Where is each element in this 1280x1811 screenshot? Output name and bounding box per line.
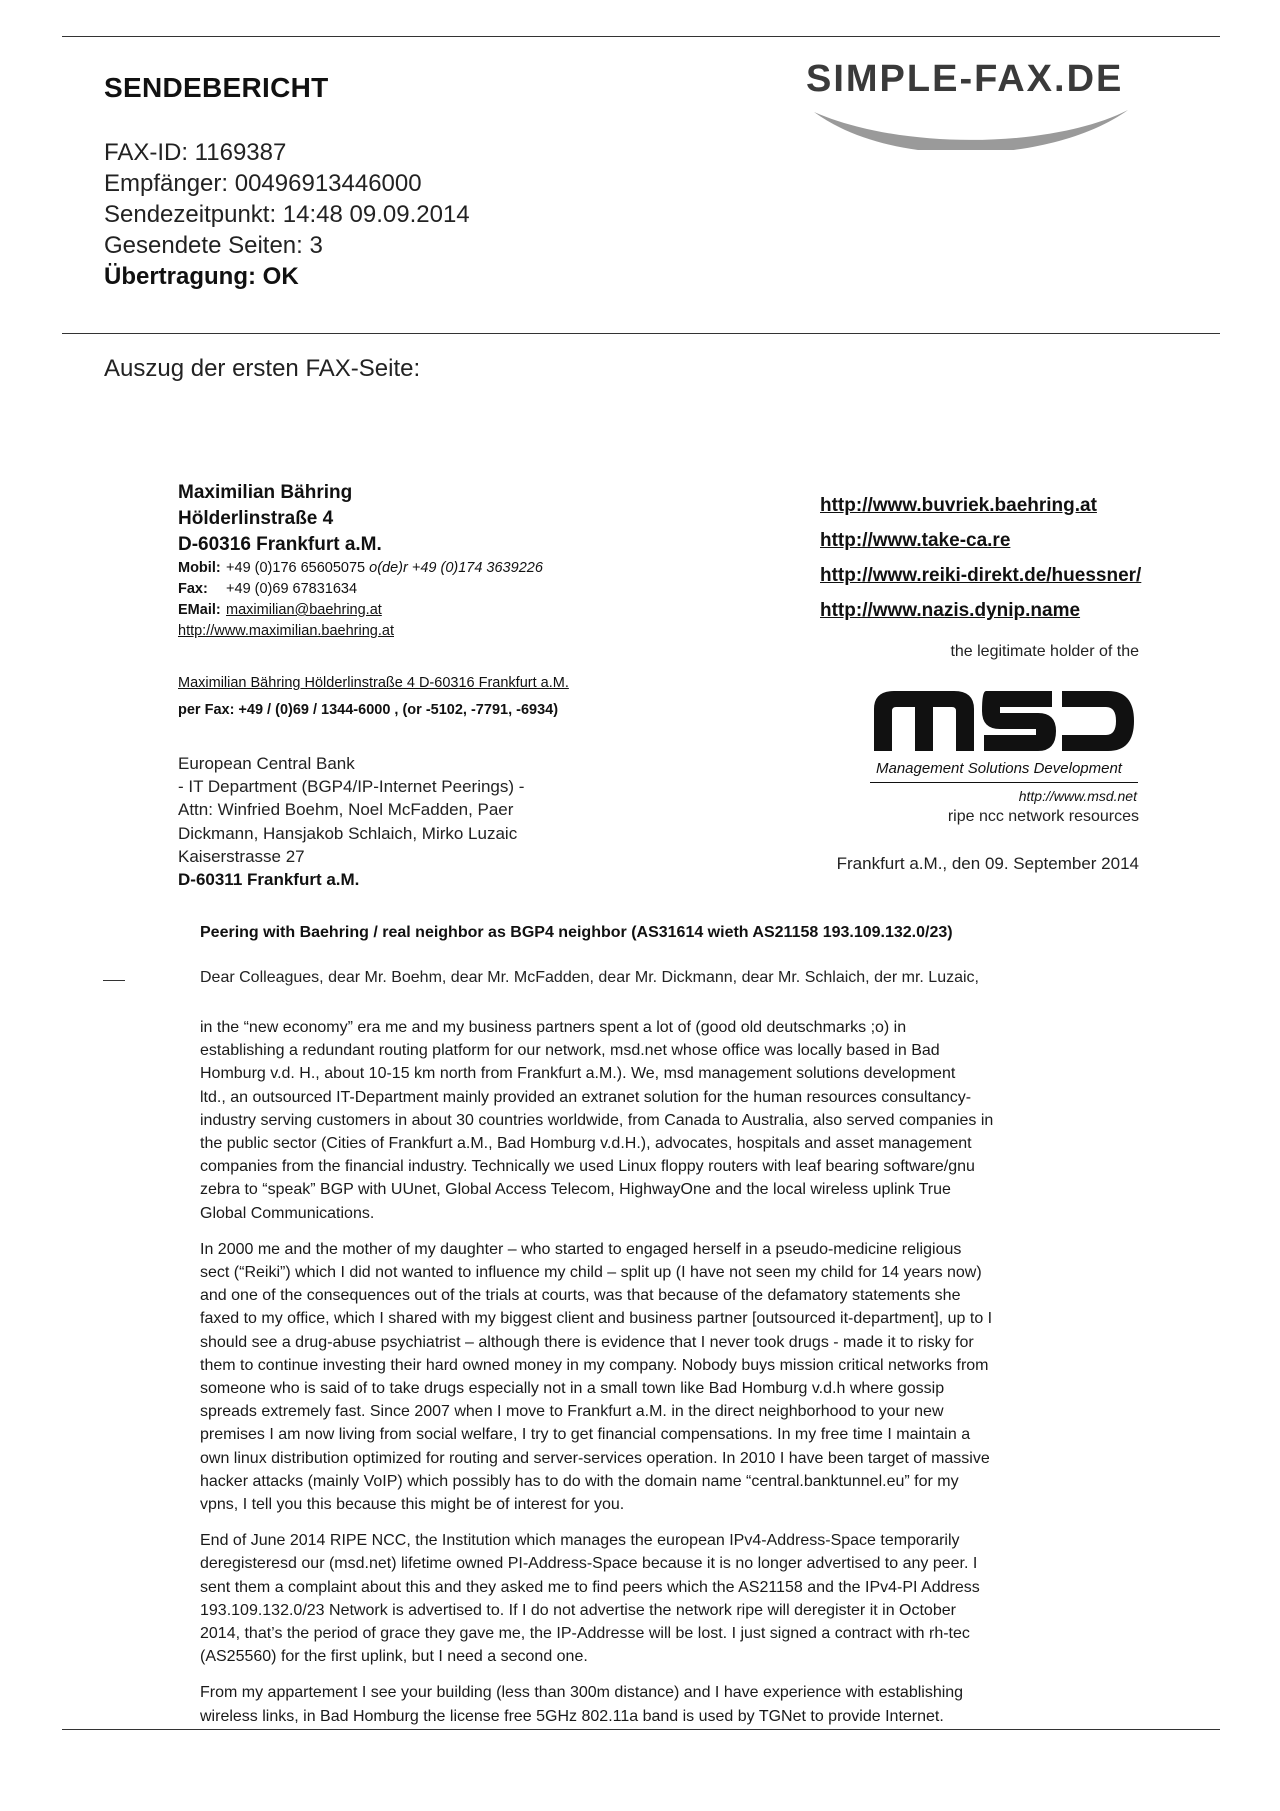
fax-value: +49 (0)69 67831634 [226, 581, 358, 597]
body-line: premises I am now living from social welfare, I try to get financial compensations. In my free time I maintain a [200, 1426, 971, 1444]
dateline: Frankfurt a.M., den 09. September 2014 [836, 854, 1139, 873]
report-title: SENDEBERICHT [104, 72, 329, 103]
body-line: sent them a complaint about this and they asked me to find peers which the AS21158 and the IPv4-PI Address [200, 1578, 980, 1596]
email-link[interactable]: maximilian@baehring.at [226, 602, 382, 618]
body-line: 193.109.132.0/23 Network is advertised to. If I do not advertise the network ripe will deregister it in October [200, 1601, 956, 1619]
body-line: 2014, that’s the period of grace they gave me, the IP-Addresse will be lost. I just signed a contract with rh-tec [200, 1625, 970, 1643]
paragraph-2 [200, 1238, 1130, 1516]
body-line: From my appartement I see your building (less than 300m distance) and I have experience with establishing [200, 1684, 964, 1702]
body-line: In 2000 me and the mother of my daughter – who started to engaged herself in a pseudo-medicine religious [200, 1240, 962, 1258]
recipient-line: Attn: Winfried Boehm, Noel McFadden, Paer [178, 800, 514, 820]
pages-sent: Gesendete Seiten: 3 [104, 232, 323, 259]
body-line: should see a drug-abuse psychiatrist – although there is evidence that I never took drugs - made it to risky for [200, 1333, 974, 1351]
body-line: establishing a redundant routing platform for our network, msd.net whose office was locally based in Bad [200, 1042, 940, 1060]
link-nazis-dynip[interactable]: http://www.nazis.dynip.name [820, 600, 1081, 621]
transmission-status: Übertragung: OK [104, 263, 299, 290]
sender-email [178, 600, 543, 621]
body-line: Global Communications. [200, 1204, 375, 1222]
recipient-block [178, 752, 524, 891]
sender-fax [178, 579, 543, 600]
body-line: sect (“Reiki”) which I did not wanted to influence my child – split up (I have not seen my child for 14 years now) [200, 1264, 982, 1282]
report-details [104, 137, 470, 292]
sender-street: Hölderlinstraße 4 [178, 508, 334, 529]
email-label: EMail: [178, 602, 221, 618]
body-line: them to continue investing their hard owned money in my company. Nobody buys mission critical networks from [200, 1356, 989, 1374]
paragraph-4 [200, 1681, 1130, 1727]
simple-fax-logo [806, 52, 1226, 150]
mobile-label: Mobil: [178, 560, 221, 576]
body-line: wireless links, in Bad Homburg the license free 5GHz 802.11a band is used by TGNet to provide Internet. [200, 1707, 944, 1725]
body-line: End of June 2014 RIPE NCC, the Institution which manages the european IPv4-Address-Space temporarily [200, 1532, 960, 1550]
body-line: the public sector (Cities of Frankfurt a.M., Bad Homburg v.d.H.), advocates, hospitals and asset management [200, 1135, 972, 1153]
salutation: Dear Colleagues, dear Mr. Boehm, dear Mr. McFadden, dear Mr. Dickmann, dear Mr. Schlaich, der mr. Luzaic, [200, 969, 979, 986]
body-line: (AS25560) for the first uplink, but I need a second one. [200, 1648, 588, 1666]
sender-name: Maximilian Bähring [178, 482, 353, 503]
links-list [820, 488, 1141, 628]
bottom-rule [62, 1729, 1220, 1730]
sender-block [178, 480, 543, 642]
excerpt-title: Auszug der ersten FAX-Seite: [104, 355, 421, 382]
recipient-number: Empfänger: 00496913446000 [104, 170, 422, 197]
body-line: companies from the financial industry. Technically we used Linux floppy routers with leaf bearing software/gnu [200, 1158, 975, 1176]
paragraph-1 [200, 1016, 1130, 1225]
body-line: hacker attacks (mainly VoIP) which possibly has to do with the domain name “central.banktunnel.eu” for my [200, 1472, 959, 1490]
sender-website-link[interactable]: http://www.maximilian.baehring.at [178, 623, 394, 639]
body-line: Homburg v.d. H., about 10-15 km north from Frankfurt a.M.). We, msd management solutions development [200, 1065, 956, 1083]
paragraph-3 [200, 1529, 1130, 1668]
middle-rule [62, 333, 1220, 334]
subject-line: Peering with Baehring / real neighbor as BGP4 neighbor (AS31614 wieth AS21158 193.109.132.0/23) [200, 924, 953, 941]
letter-body [200, 1016, 1130, 1741]
recipient-line: Dickmann, Hansjakob Schlaich, Mirko Luzaic [178, 823, 518, 843]
body-line: someone who is said of to take drugs especially not in a small town like Bad Homburg v.d.h where gossip [200, 1380, 945, 1398]
recipient-line: Kaiserstrasse 27 [178, 846, 305, 866]
fax-id: FAX-ID: 1169387 [104, 139, 287, 166]
per-fax-line: per Fax: +49 / (0)69 / 1344-6000 , (or -5102, -7791, -6934) [178, 702, 559, 718]
body-line: ltd., an outsourced IT-Department mainly provided an extranet solution for the human resources consultancy- [200, 1088, 972, 1106]
msd-subtitle: Management Solutions Development [876, 760, 1122, 777]
body-line: spreads extremely fast. Since 2007 when I move to Frankfurt a.M. in the direct neighborhood to your new [200, 1403, 944, 1421]
body-line: industry serving customers in about 30 countries worldwide, from Canada to Australia, also served companies in [200, 1111, 994, 1129]
body-line: and one of the consequences out of the trials at courts, was that because of the defamatory statements she [200, 1287, 961, 1305]
body-line: vpns, I tell you this because this might be of interest for you. [200, 1496, 625, 1514]
body-line: faxed to my office, which I shared with my biggest client and business partner [outsourced it-department], up to I [200, 1310, 993, 1328]
msd-logo-icon [862, 681, 1140, 801]
ripe-text: ripe ncc network resources [947, 808, 1139, 825]
holder-text: the legitimate holder of the [950, 643, 1139, 660]
body-line: zebra to “speak” BGP with UUnet, Global Access Telecom, HighwayOne and the local wireless uplink True [200, 1181, 951, 1199]
mobile-value: +49 (0)176 65605075 [226, 560, 366, 576]
recipient-line: - IT Department (BGP4/IP-Internet Peerings) - [178, 777, 525, 797]
fax-label: Fax: [178, 581, 208, 597]
msd-underline [870, 782, 1138, 783]
send-time: Sendezeitpunkt: 14:48 09.09.2014 [104, 201, 470, 228]
sender-city: D-60316 Frankfurt a.M. [178, 534, 382, 555]
msd-url[interactable]: http://www.msd.net [1018, 788, 1137, 804]
body-line: in the “new economy” era me and my business partners spent a lot of (good old deutschmarks ;o) in [200, 1019, 907, 1036]
link-buvriek[interactable]: http://www.buvriek.baehring.at [820, 495, 1097, 516]
body-line: own linux distribution optimized for routing and server-services operation. In 2010 I have been target of massive [200, 1449, 990, 1467]
link-take-ca[interactable]: http://www.take-ca.re [820, 530, 1011, 551]
return-address: Maximilian Bähring Hölderlinstraße 4 D-60316 Frankfurt a.M. [178, 675, 569, 691]
logo-text: SIMPLE-FAX.DE [806, 58, 1124, 100]
body-line: deregisteresd our (msd.net) lifetime owned PI-Address-Space because it is no longer advertised to any peer. I [200, 1555, 978, 1573]
recipient-line: European Central Bank [178, 754, 355, 773]
recipient-line: D-60311 Frankfurt a.M. [178, 870, 360, 890]
link-reiki-direkt[interactable]: http://www.reiki-direkt.de/huessner/ [820, 565, 1142, 586]
fold-mark [103, 980, 125, 981]
sender-mobile [178, 558, 543, 579]
top-rule [62, 36, 1220, 37]
mobile-alt: o(de)r +49 (0)174 3639226 [369, 560, 543, 576]
